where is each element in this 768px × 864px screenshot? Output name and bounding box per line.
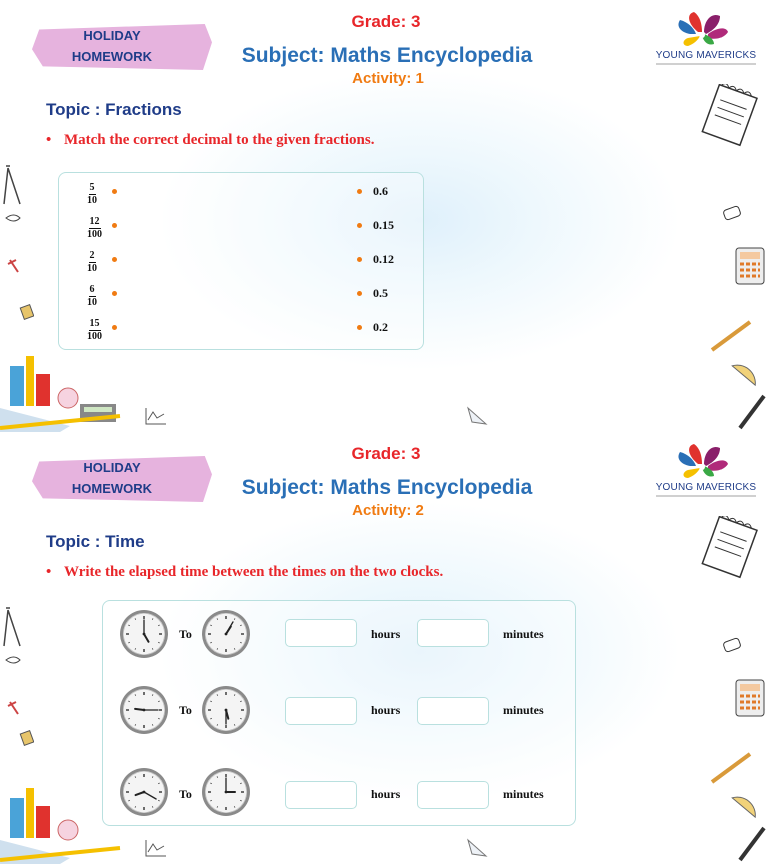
subject-heading: Subject: Maths Encyclopedia <box>241 476 533 499</box>
fraction-numerator: 5 <box>89 182 95 193</box>
minutes-label: minutes <box>503 703 544 717</box>
activity-heading: Activity: 1 <box>352 70 424 87</box>
logo-text: YOUNG MAVERICKS <box>655 482 757 493</box>
activity-heading: Activity: 2 <box>352 502 424 519</box>
stationery-doodles-left <box>0 602 34 752</box>
desk-supplies-icon <box>0 346 130 432</box>
matching-box <box>58 172 424 350</box>
fraction-numerator: 15 <box>89 318 100 329</box>
fraction-item <box>87 285 97 308</box>
clock-start-icon <box>119 609 169 659</box>
instruction <box>46 132 374 149</box>
stationery-doodles-right <box>700 516 768 864</box>
desk-supplies-icon <box>0 778 130 864</box>
subject-heading: Subject: Maths Encyclopedia <box>241 44 533 67</box>
minutes-answer-box[interactable] <box>417 619 489 647</box>
stationery-doodles-left <box>0 160 34 350</box>
graph-doodle-icon <box>144 838 168 858</box>
minutes-label: minutes <box>503 627 544 641</box>
match-dot-right[interactable] <box>357 291 362 296</box>
fraction-numerator: 6 <box>89 284 95 295</box>
decimal-item: 0.6 <box>373 184 388 198</box>
fraction-denominator: 10 <box>87 263 97 274</box>
fraction-denominator: 10 <box>87 195 97 206</box>
grade-heading: Grade: 3 <box>351 12 421 31</box>
match-dot-right[interactable] <box>357 223 362 228</box>
to-label: To <box>179 787 192 801</box>
stationery-doodles-right <box>700 84 768 432</box>
fraction-denominator: 10 <box>87 297 97 308</box>
fraction-item <box>87 217 102 240</box>
clock-center-pin <box>225 709 228 712</box>
clock-center-pin <box>143 709 146 712</box>
worksheet-page-2 <box>0 432 768 864</box>
decimal-item: 0.15 <box>373 218 394 232</box>
hours-answer-box[interactable] <box>285 781 357 809</box>
elapsed-time-box <box>102 600 576 826</box>
match-dot-left[interactable] <box>112 223 117 228</box>
logo-tagline-line <box>656 63 756 65</box>
instruction-text: Match the correct decimal to the given fractions. <box>64 132 375 148</box>
fraction-denominator: 100 <box>87 229 102 240</box>
match-dot-left[interactable] <box>112 257 117 262</box>
graph-doodle-icon <box>144 406 168 426</box>
young-mavericks-logo <box>646 10 766 70</box>
topic-heading: Topic : Fractions <box>46 100 182 119</box>
to-label: To <box>179 703 192 717</box>
badge-line-2: HOMEWORK <box>71 49 153 64</box>
grade-heading: Grade: 3 <box>351 444 421 463</box>
match-dot-left[interactable] <box>112 291 117 296</box>
decimal-item: 0.12 <box>373 252 394 266</box>
logo-flower-icon <box>646 442 766 482</box>
fraction-item <box>87 251 97 274</box>
hours-answer-box[interactable] <box>285 619 357 647</box>
bullet-icon: • <box>46 132 52 148</box>
hours-label: hours <box>371 703 401 717</box>
fraction-numerator: 2 <box>89 250 95 261</box>
match-dot-right[interactable] <box>357 257 362 262</box>
match-dot-left[interactable] <box>112 189 117 194</box>
triangle-ruler-icon <box>466 406 488 426</box>
fraction-item <box>87 319 102 342</box>
decimal-item: 0.5 <box>373 286 388 300</box>
clock-end-icon <box>201 767 251 817</box>
clock-center-pin <box>143 791 146 794</box>
badge-line-2: HOMEWORK <box>71 481 153 496</box>
badge-line-1: HOLIDAY <box>83 460 141 475</box>
hours-label: hours <box>371 787 401 801</box>
logo-text: YOUNG MAVERICKS <box>655 50 757 61</box>
clock-end-icon <box>201 609 251 659</box>
badge-line-1: HOLIDAY <box>83 28 141 43</box>
clock-center-pin <box>225 791 228 794</box>
minutes-answer-box[interactable] <box>417 781 489 809</box>
triangle-ruler-icon <box>466 838 488 858</box>
clock-center-pin <box>225 633 228 636</box>
to-label: To <box>179 627 192 641</box>
hours-answer-box[interactable] <box>285 697 357 725</box>
bullet-icon: • <box>46 564 52 580</box>
match-dot-left[interactable] <box>112 325 117 330</box>
fraction-denominator: 100 <box>87 331 102 342</box>
topic-heading: Topic : Time <box>46 532 145 551</box>
match-dot-right[interactable] <box>357 189 362 194</box>
logo-tagline-line <box>656 495 756 497</box>
fraction-numerator: 12 <box>89 216 100 227</box>
decimal-item: 0.2 <box>373 320 388 334</box>
logo-flower-icon <box>646 10 766 50</box>
clock-end-icon <box>201 685 251 735</box>
minutes-label: minutes <box>503 787 544 801</box>
match-dot-right[interactable] <box>357 325 362 330</box>
fraction-item <box>87 183 97 206</box>
clock-center-pin <box>143 633 146 636</box>
young-mavericks-logo <box>646 442 766 502</box>
hours-label: hours <box>371 627 401 641</box>
instruction-text: Write the elapsed time between the times on the two clocks. <box>64 564 444 580</box>
clock-start-icon <box>119 685 169 735</box>
minutes-answer-box[interactable] <box>417 697 489 725</box>
instruction <box>46 564 443 581</box>
